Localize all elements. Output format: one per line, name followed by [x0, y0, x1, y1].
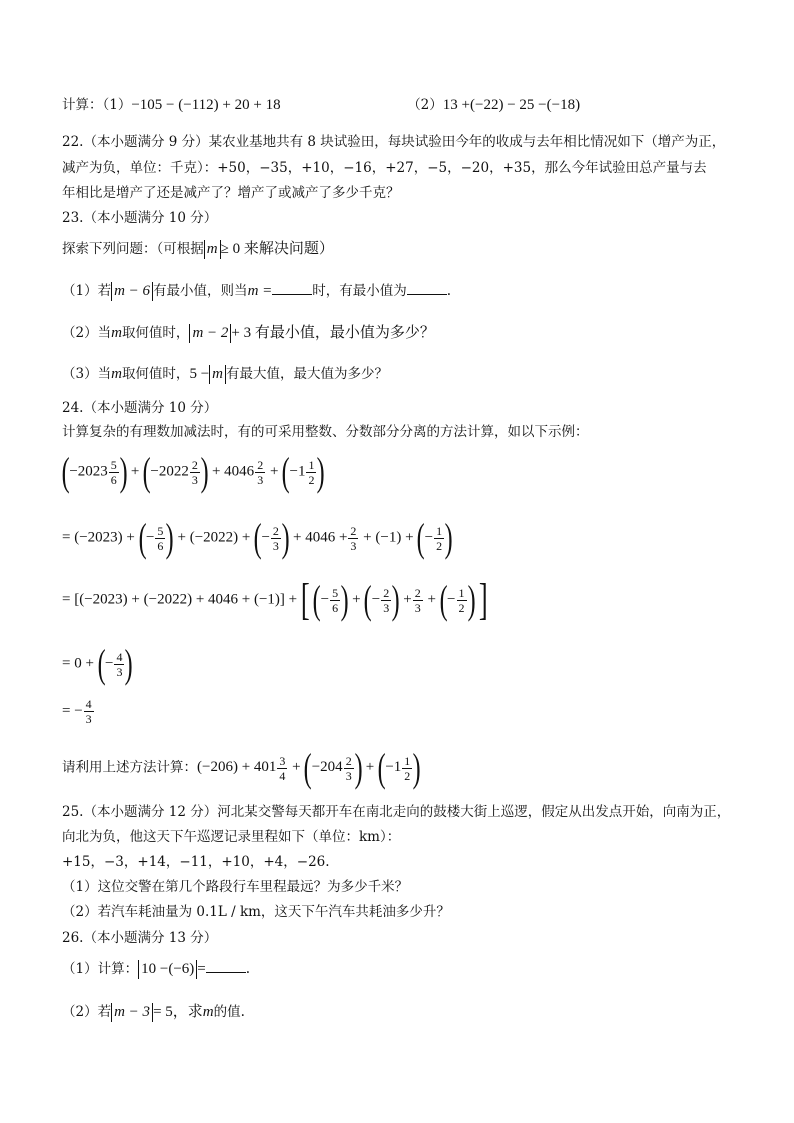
q21-p1-expr: −105 − (−112) + 20 + 18 — [131, 97, 281, 113]
e3-e-den: 2 — [458, 600, 465, 615]
q24-header: 24.（本小题满分 10 分） — [62, 400, 218, 416]
q21-p1-b: −112 — [183, 97, 214, 113]
e3-e-frac — [457, 587, 467, 614]
task-c-den: 3 — [345, 768, 352, 783]
q25-line3: +15，−3，+14，−11，+10，+4，−26. — [62, 854, 330, 870]
e2-b-num: 5 — [157, 523, 164, 538]
q23-p1-blank2[interactable] — [407, 282, 447, 295]
q23-intro-a: 探索下列问题：（可根据 — [62, 241, 204, 257]
e3-a: = [(−2023) + (−2022) + 4046 + (−1)] + — [62, 591, 298, 608]
e3-c-sign: − — [371, 591, 381, 608]
task-b: (−206) + 401 — [197, 759, 277, 776]
e3-c-num: 2 — [383, 585, 390, 600]
q23-intro — [62, 240, 334, 259]
e2-e-den: 3 — [350, 538, 357, 553]
q21-p2-expr: 13 +(−22) − 25 −(−18) — [442, 97, 581, 113]
q24-example-line2: = (−2023) + (− $\frac{5}{6}$ ) + (−2022) + (− $\frac{2}{3}$ ) + 4046 + $\frac{2}{3}$ + (−1) + (− $\frac{1}{2}$ ) — [62, 515, 453, 560]
e2-g-frac — [434, 525, 444, 552]
q24-example-line3: = [(−2023) + (−2022) + 4046 + (−1)] + [ (− $\frac{5}{6}$ ) + (− $\frac{2}{3}$ ) + $\frac{2}{3}$ + (− $\frac{1}{2}$ ) ] — [62, 575, 488, 624]
q23-p3-abs: m — [209, 365, 226, 384]
q23-p3-m: m — [111, 366, 122, 382]
q25-part1: （1）这位交警在第几个路段行车里程最远？为多少千米？ — [62, 879, 409, 895]
q24-example-line1: (−2023 $\frac{5}{6}$ ) + (−2022 $\frac{2}{3}$ ) + 4046 $\frac{2}{3}$ + (−1 $\frac{1}{2}$ ) — [61, 449, 326, 494]
q26-p2-a: （2）若 — [62, 1004, 112, 1020]
e5-num: 4 — [85, 697, 92, 711]
task-b-num: 3 — [279, 753, 286, 768]
e1-c: + 4046 — [211, 463, 255, 480]
q26-p1-blank[interactable] — [206, 960, 246, 973]
q26-p2-m: m — [202, 1004, 214, 1020]
e4-sign: − — [105, 655, 114, 672]
e4-frac — [114, 651, 124, 678]
e2-d-sign: − — [261, 529, 270, 546]
e2-b-den: 6 — [157, 538, 164, 553]
task-expr: (−206) + 401 $\frac{3}{4}$ + (−204 $\frac{2}{3}$ ) + (−1 $\frac{1}{2}$ ) — [197, 745, 421, 790]
e2-g-num: 1 — [436, 523, 443, 538]
q23-p1-d: . — [446, 283, 452, 299]
e3-b-den: 6 — [332, 600, 339, 615]
e2-b-frac — [155, 525, 165, 552]
q25-part2: （2）若汽车耗油量为 0.1L / km，这天下午汽车共耗油多少升？ — [62, 904, 450, 920]
e1-c-num: 2 — [257, 457, 264, 472]
e1-b-frac — [190, 459, 200, 486]
task-c: −204 — [311, 759, 343, 776]
e2-f: + (−1) + — [363, 529, 414, 546]
q21-p1-c: + 20 + 18 — [222, 97, 281, 113]
e3-b-frac — [330, 587, 340, 614]
task-b-frac — [277, 755, 287, 782]
task-e-frac — [402, 755, 412, 782]
e2-e-frac — [348, 525, 358, 552]
e3-d-frac — [413, 587, 423, 614]
e4-num: 4 — [116, 649, 123, 664]
q21-p1-a: −105 − — [131, 97, 175, 113]
e1-c-frac — [255, 459, 265, 486]
q23-p2-abs: m − 2 — [189, 324, 231, 343]
task-c-frac — [344, 755, 354, 782]
q25-line1: 25.（本小题满分 12 分）河北某交警每天都开车在南北走向的鼓楼大街上巡逻，假定从出发点开始，向南为正， — [62, 804, 731, 820]
e2-e: + 4046 + — [293, 529, 348, 546]
e1-a: −2023 — [69, 463, 108, 480]
q23-part3 — [62, 365, 388, 384]
q23-intro-b: ≥ 0 来解决问题） — [220, 241, 334, 257]
q26-part2 — [62, 1003, 245, 1022]
q23-part1 — [62, 282, 451, 301]
q21-p2-a: 13 + — [442, 97, 470, 113]
q23-p2-c: + 3 有最小值，最小值为多少？ — [231, 325, 435, 341]
e3-b-num: 5 — [332, 585, 339, 600]
e3-plus3: + — [427, 591, 436, 608]
q26-p2-c: 的值. — [213, 1004, 245, 1020]
q22-line3: 年相比是增产了还是减产了？增产了或减产了多少千克？ — [62, 185, 400, 201]
q23-p1-b: 有最小值，则当 — [153, 283, 248, 299]
e1-plus3: + — [269, 463, 279, 480]
q21-prefix: 计算： — [62, 97, 103, 113]
q24-intro: 计算复杂的有理数加减法时，有的可采用整数、分数部分分离的方法计算，如以下示例： — [62, 424, 589, 440]
e2-g-den: 2 — [436, 538, 443, 553]
q26-p2-abs: m − 3 — [111, 1003, 153, 1022]
q23-p1-c: 时，有最小值为 — [312, 283, 407, 299]
q24-task — [62, 745, 421, 790]
task-plus: + — [292, 759, 301, 776]
e3-d-num: 2 — [414, 585, 421, 600]
q23-header: 23.（本小题满分 10 分） — [62, 210, 218, 226]
q23-p3-a: （3）当 — [62, 366, 112, 382]
q23-p2-m: m — [111, 325, 122, 341]
q26-part1 — [62, 960, 250, 979]
task-c-num: 2 — [345, 753, 352, 768]
q23-part2 — [62, 324, 435, 343]
e1-plus1: + — [130, 463, 140, 480]
e3-c-den: 3 — [383, 600, 390, 615]
q23-p3-c: 5 − — [189, 366, 210, 382]
e1-b: −2022 — [150, 463, 189, 480]
e5-a: = − — [62, 702, 83, 719]
q25-line2: 向北为负，他这天下午巡逻记录里程如下（单位：km）： — [62, 829, 401, 845]
q26-header: 26.（本小题满分 13 分） — [62, 930, 218, 946]
q24-example-line5 — [62, 698, 95, 725]
e1-b-den: 3 — [191, 472, 198, 487]
q26-p1-c: . — [245, 961, 251, 977]
q21-line — [62, 96, 580, 114]
q22-line2: 减产为负，单位：千克）：+50，−35，+10，−16，+27，−5，−20，+35，那么今年试验田总产量与去 — [62, 160, 707, 176]
e3-plus1: + — [352, 591, 361, 608]
q21-p2-c: − 25 − — [507, 97, 547, 113]
e1-c-den: 3 — [257, 472, 264, 487]
q26-p1-a: （1）计算： — [62, 961, 139, 977]
task-plus2: + — [365, 759, 375, 776]
e1-d: −1 — [289, 463, 306, 480]
e2-a: = (−2023) + — [62, 529, 135, 546]
e5-den: 3 — [85, 712, 92, 726]
task-e: −1 — [385, 759, 402, 776]
e1-d-frac — [306, 459, 316, 486]
e3-e-num: 1 — [458, 585, 465, 600]
e2-c: + (−2022) + — [177, 529, 251, 546]
q26-p1-abs-b: −6 — [173, 961, 190, 977]
task-e-num: 1 — [404, 753, 411, 768]
q23-p3-d: 有最大值，最大值为多少？ — [226, 366, 388, 382]
q23-p1-blank1[interactable] — [272, 282, 312, 295]
q22-line1: 22.（本小题满分 9 分）某农业基地共有 8 块试验田，每块试验田今年的收成与去年相比情况如下（增产为正， — [62, 134, 726, 150]
e5-frac — [84, 698, 94, 725]
q26-p1-abs: 10 −(−6) — [138, 960, 197, 979]
q23-p1-m: m = — [247, 283, 273, 299]
e1-a-frac — [109, 459, 119, 486]
e1-d-den: 2 — [308, 472, 315, 487]
q24-example-line4: = 0 + (− $\frac{4}{3}$ ) — [62, 641, 134, 686]
e3-b-sign: − — [320, 591, 330, 608]
e1-d-num: 1 — [308, 457, 315, 472]
e2-d-frac — [271, 525, 281, 552]
e1-a-num: 5 — [110, 457, 117, 472]
q23-p1-abs: m − 6 — [111, 282, 153, 301]
task-e-den: 2 — [404, 768, 411, 783]
e3-c-frac — [381, 587, 391, 614]
q23-p3-b: 取何值时， — [121, 366, 190, 382]
q21-p2-label: （2） — [407, 97, 443, 113]
q21-p2-b: −22 — [475, 97, 499, 113]
q21-p1-label: （1） — [102, 97, 132, 113]
q23-p1-a: （1）若 — [62, 283, 112, 299]
q23-p2-a: （2）当 — [62, 325, 112, 341]
e2-b-sign: − — [145, 529, 155, 546]
e4-den: 3 — [116, 664, 123, 679]
q26-p2-b: = 5，求 — [153, 1004, 203, 1020]
q23-intro-abs-m: m — [204, 240, 221, 259]
e2-g-sign: − — [424, 529, 434, 546]
e2-e-num: 2 — [350, 523, 357, 538]
e4-a: = 0 + — [62, 655, 94, 672]
e1-a-den: 6 — [110, 472, 117, 487]
e3-d: + — [403, 591, 412, 608]
q23-p2-b: 取何值时， — [121, 325, 190, 341]
task-b-den: 4 — [279, 768, 286, 783]
e2-d-num: 2 — [272, 523, 279, 538]
q26-p1-abs-a: 10 − — [141, 961, 169, 977]
q26-p1-b: = — [197, 961, 206, 977]
e3-d-den: 3 — [414, 600, 421, 615]
task-a: 请利用上述方法计算： — [62, 759, 197, 776]
q21-p2-d: −18 — [551, 97, 576, 113]
e3-e-sign: − — [447, 591, 456, 608]
e2-d-den: 3 — [272, 538, 279, 553]
e1-b-num: 2 — [191, 457, 198, 472]
